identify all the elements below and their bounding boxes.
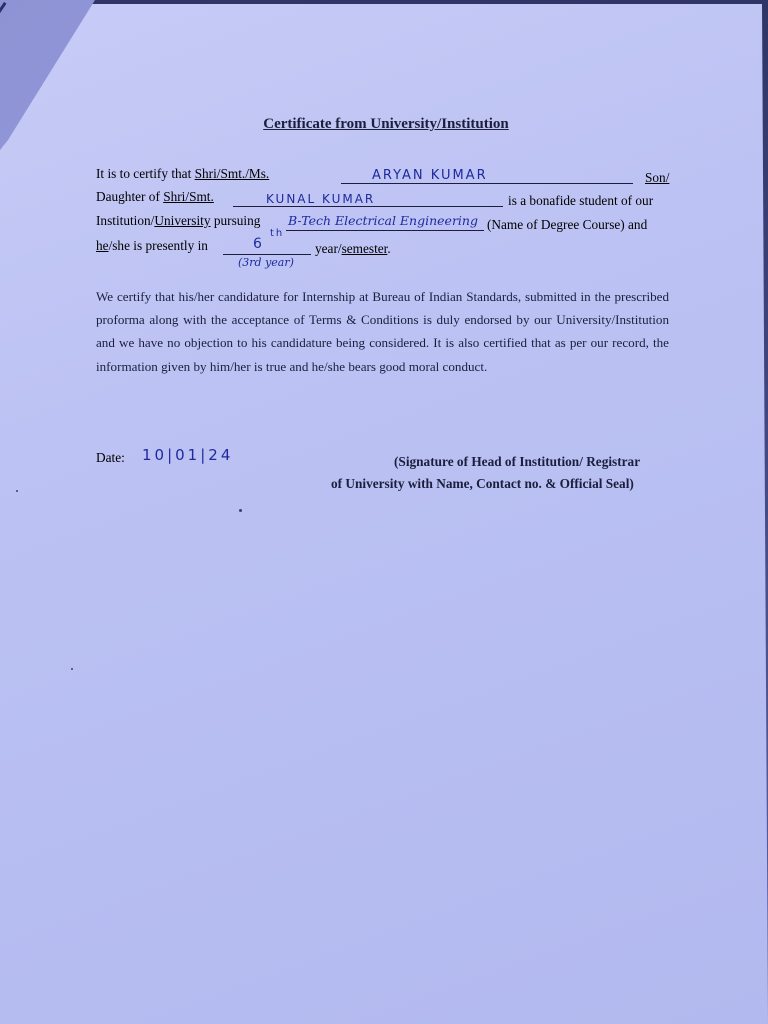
- name-blank: [341, 183, 633, 184]
- certificate-title: Certificate from University/Institution: [263, 116, 509, 132]
- course-line: [96, 213, 260, 229]
- course-blank: [286, 230, 484, 231]
- he-label: he: [96, 238, 109, 253]
- signature-line-2: of University with Name, Contact no. & Official Seal): [331, 476, 634, 491]
- son-label: Son/: [645, 170, 670, 185]
- date-label: Date:: [96, 450, 125, 465]
- bonafide-text: is a bonafide student of our: [508, 193, 654, 208]
- semester-blank: [223, 254, 311, 255]
- parent-blank: [233, 206, 503, 207]
- course-handwritten: B-Tech Electrical Engineering: [288, 213, 478, 228]
- degree-course-text: (Name of Degree Course) and: [487, 217, 648, 232]
- signature-line-1: (Signature of Head of Institution/ Registrar: [394, 454, 641, 469]
- semester-number-handwritten: 6: [253, 236, 264, 252]
- university-label: University: [154, 213, 211, 228]
- period: .: [387, 241, 391, 256]
- pursuing-label: pursuing: [210, 213, 261, 228]
- certify-lead: It is to certify that: [96, 166, 195, 181]
- parent-name-handwritten: KUNAL KUMAR: [266, 192, 376, 206]
- paper-speck: [16, 490, 18, 492]
- paper-speck: [239, 509, 242, 512]
- year-note-handwritten: (3rd year): [238, 256, 294, 269]
- year-label: year/: [315, 241, 342, 256]
- semester-suffix-handwritten: th: [270, 228, 285, 239]
- paper-speck: [71, 668, 73, 670]
- certification-paragraph: We certify that his/her candidature for Internship at Bureau of Indian Standards, submitted in the prescribed proforma along with the acceptance of Terms & Conditions is duly endorsed by our University/Institution and we have no objection to his candidature being considered. It is also certified that as per our record, the information given by him/her is true and he/she bears good moral conduct.: [96, 289, 669, 374]
- parent-honorific: Shri/Smt.: [163, 189, 214, 204]
- student-name-handwritten: ARYAN KUMAR: [372, 168, 488, 183]
- semester-label: semester: [341, 241, 388, 256]
- daughter-of-label: Daughter of: [96, 189, 164, 204]
- presently-label: /she is presently in: [108, 238, 208, 253]
- date-handwritten: 10|01|24: [142, 446, 234, 464]
- parent-line: [96, 189, 214, 205]
- honorific-label: Shri/Smt./Ms.: [194, 166, 270, 181]
- semester-line: [96, 238, 208, 254]
- year-semester-text: [315, 241, 391, 257]
- institution-label: Institution/: [96, 213, 155, 228]
